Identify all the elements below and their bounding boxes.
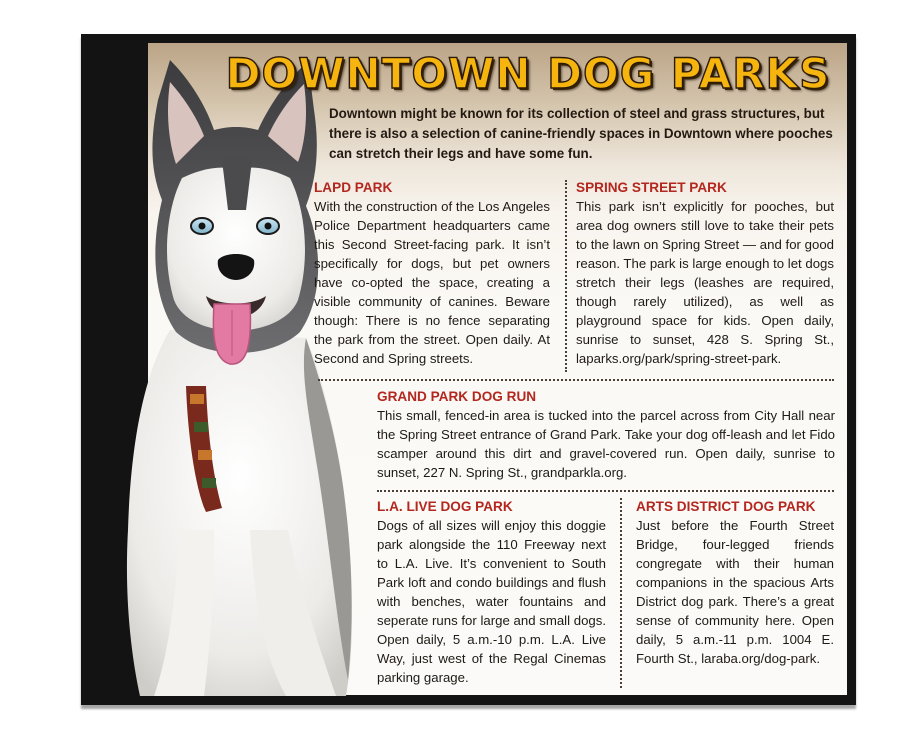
article-body: With the construction of the Los Angeles Police Department headquarters came this Second Street-facing park. It isn’t specifically for dogs, but pet owners have co-opted the space, creating a visible community of canines. Beware though: There is no fence separating the park from the street. Open daily. At Second and Spring streets. (314, 199, 550, 366)
article-arts-district-dog-park (636, 497, 834, 668)
section-divider (377, 490, 834, 492)
article-lapd-park (314, 178, 550, 368)
article-body: This small, fenced-in area is tucked into the parcel across from City Hall near the Spring Street entrance of Grand Park. Take your dog off-leash and let Fido scamper around this dirt and gravel-covered run. Open daily, sunrise to sunset, 227 N. Spring St., grandparkla.org. (377, 408, 835, 480)
article-heading: LAPD PARK (314, 180, 393, 195)
article-body: This park isn’t explicitly for pooches, but area dog owners still love to take their pets to the lawn on Spring Street — and for good reason. The park is large enough to let dogs stretch their legs (leashes are required, though rarely utilized), as well as playground space for kids. Open daily, sunrise to sunset, 428 S. Spring St., laparks.org/park/spring-street-park. (576, 199, 834, 366)
article-la-live-dog-park (377, 497, 606, 687)
column-divider (620, 498, 622, 688)
article-spring-street-park (576, 178, 834, 368)
article-heading: SPRING STREET PARK (576, 180, 727, 195)
column-divider (565, 180, 567, 372)
section-divider (318, 379, 834, 381)
article-heading: L.A. LIVE DOG PARK (377, 499, 513, 514)
article-heading: ARTS DISTRICT DOG PARK (636, 499, 816, 514)
page-title: DOWNTOWN DOG PARKS (225, 49, 831, 98)
article-body: Dogs of all sizes will enjoy this doggie park alongside the 110 Freeway next to L.A. Live. It’s convenient to South Park loft and condo buildings and flush with benches, water fountains and seperate runs for large and small dogs. Open daily, 5 a.m.-10 p.m. L.A. Live Way, just west of the Regal Cinemas parking garage. (377, 518, 606, 685)
article-heading: GRAND PARK DOG RUN (377, 389, 537, 404)
intro-paragraph: Downtown might be known for its collection of steel and grass structures, but there is also a selection of canine-friendly spaces in Downtown where pooches can stretch their legs and have some fun. (329, 106, 833, 161)
article-grand-park-dog-run (377, 387, 835, 482)
article-body: Just before the Fourth Street Bridge, four-legged friends congregate with their human companions in the spacious Arts District dog park. There’s a great sense of community here. Open daily, 5 a.m.-11 p.m. 1004 E. Fourth St., laraba.org/dog-park. (636, 518, 834, 666)
